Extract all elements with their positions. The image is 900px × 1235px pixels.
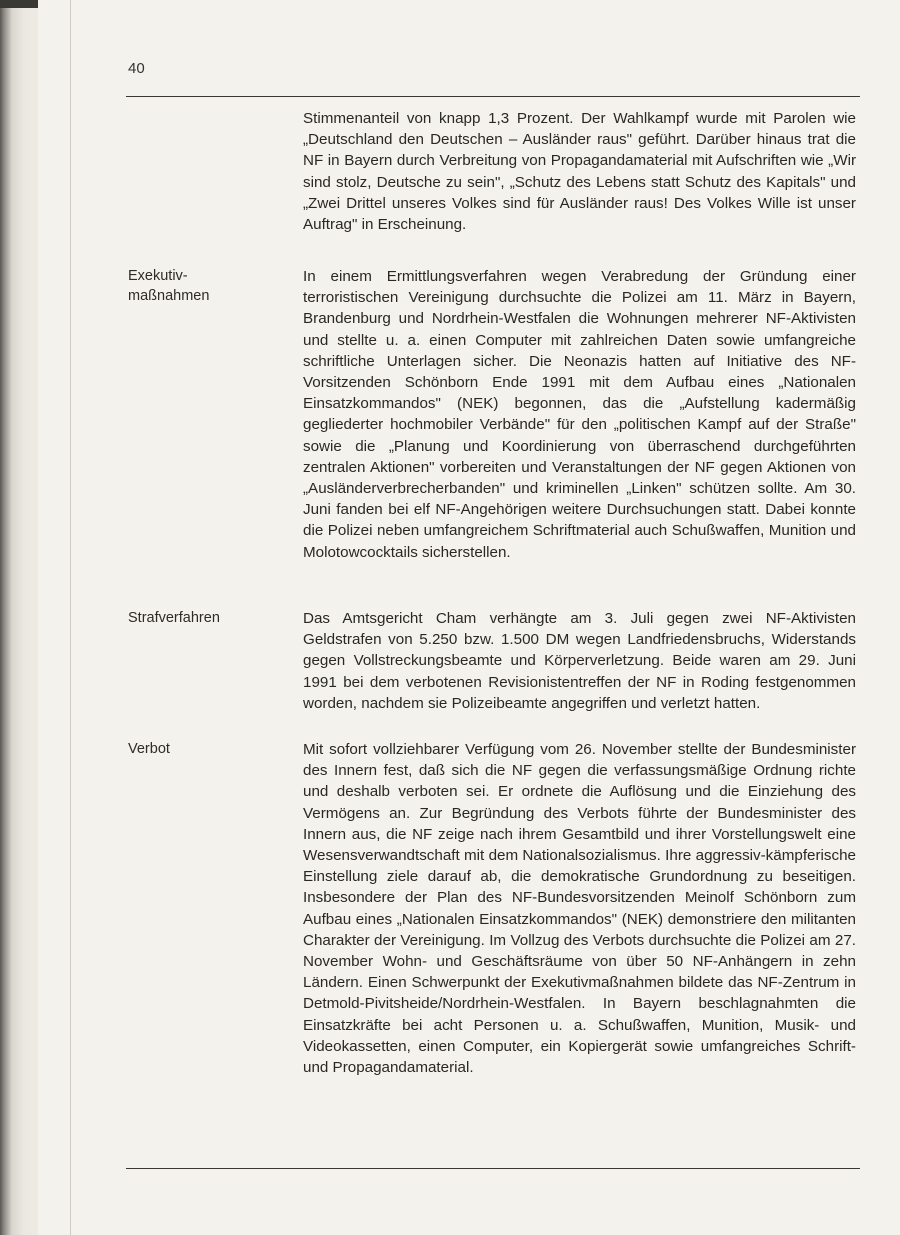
- paragraph-intro: Stimmenanteil von knapp 1,3 Prozent. Der Wahlkampf wurde mit Parolen wie „Deutschland den Deutschen – Ausländer raus" geführt. Darüber hinaus trat die NF in Bayern durch Verbreitung von Propagandamaterial mit Aufschriften wie „Wir sind stolz, Deutsche zu sein", „Schutz des Lebens statt Schutz des Kapitals" und „Zwei Drittel unseres Volkes sind für Ausländer raus! Des Volkes Wille ist unser Auftrag" in Erscheinung.: [303, 110, 856, 234]
- paragraph-verbot: Mit sofort vollziehbarer Verfügung vom 26. November stellte der Bundesminister des Innern fest, daß sich die NF gegen die verfassungsmäßige Ordnung richte und deshalb verboten sei. Er ordnete die Auflösung und die Einziehung des Vermögens an. Zur Begründung des Verbots führte der Bundesminister des Innern aus, die NF zeige nach ihrem Gesamtbild und ihrer Vorstellungswelt eine Wesensverwandtschaft mit dem Nationalsozialismus. Ihre aggressiv-kämpferische Einstellung ziele darauf ab, die demokratische Grundordnung zu beseitigen. Insbesondere der Plan des NF-Bundesvorsitzenden Meinolf Schönborn zum Aufbau eines „Nationalen Einsatzkommandos" (NEK) demonstriere den militanten Charakter der Vereinigung. Im Vollzug des Verbots durchsuchte die Polizei am 27. November Wohn- und Geschäftsräume von über 50 NF-Anhängern in zehn Ländern. Einen Schwerpunkt der Exekutivmaßnahmen bildete das NF-Zentrum in Detmold-Pivitsheide/Nordrhein-Westfalen. In Bayern beschlagnahmten die Einsatzkräfte bei acht Personen u. a. Schußwaffen, Munition, Musik- und Videokassetten, einen Computer, ein Kopiergerät sowie umfangreiches Schrift- und Propagandamaterial.: [303, 741, 856, 1077]
- margin-label-strafverfahren: Strafverfahren: [128, 610, 220, 626]
- footer-rule: [126, 1168, 860, 1169]
- margin-label-exekutivmassnahmen: Exekutiv- maßnahmen: [128, 268, 210, 304]
- margin-label-verbot: Verbot: [128, 741, 170, 757]
- page-number: 40: [128, 60, 145, 77]
- paragraph-strafverfahren: Das Amtsgericht Cham verhängte am 3. Juli gegen zwei NF-Aktivisten Geldstrafen von 5.250 bzw. 1.500 DM wegen Landfriedensbruchs, Widerstands gegen Vollstreckungsbeamte und Körperverletzung. Beide waren am 29. Juni 1991 bei dem verbotenen Revisionistentreffen der NF in Roding festgenommen worden, nachdem sie Polizeibeamte angegriffen und verletzt hatten.: [303, 610, 856, 712]
- gutter-line: [70, 0, 71, 1235]
- header-rule: [126, 96, 860, 97]
- paragraph-exekutivmassnahmen: In einem Ermittlungsverfahren wegen Verabredung der Gründung einer terroristischen Vereinigung durchsuchte die Polizei am 11. März in Bayern, Brandenburg und Nordrhein-Westfalen die Wohnungen mehrerer NF-Aktivisten und stellte u. a. einen Computer mit zahlreichen Daten sowie umfangreiche schriftliche Unterlagen sicher. Die Neonazis hatten auf Initiative des NF-Vorsitzenden Schönborn Ende 1991 mit dem Aufbau eines „Nationalen Einsatzkommandos" (NEK) begonnen, das die „Aufstellung kadermäßig gegliederter hochmobiler Verbände" für den „politischen Kampf auf der Straße" sowie die „Planung und Koordinierung von überraschend durchgeführten zentralen Aktionen" vorbereiten und Veranstaltungen der NF gegen Aktionen von „Ausländerverbrecherbanden" und kriminellen „Linken" schützen sollte. Am 30. Juni fanden bei elf NF-Angehörigen weitere Durchsuchungen statt. Dabei konnte die Polizei neben umfangreichem Schriftmaterial auch Schußwaffen, Munition und Molotowcocktails sicherstellen.: [303, 268, 856, 561]
